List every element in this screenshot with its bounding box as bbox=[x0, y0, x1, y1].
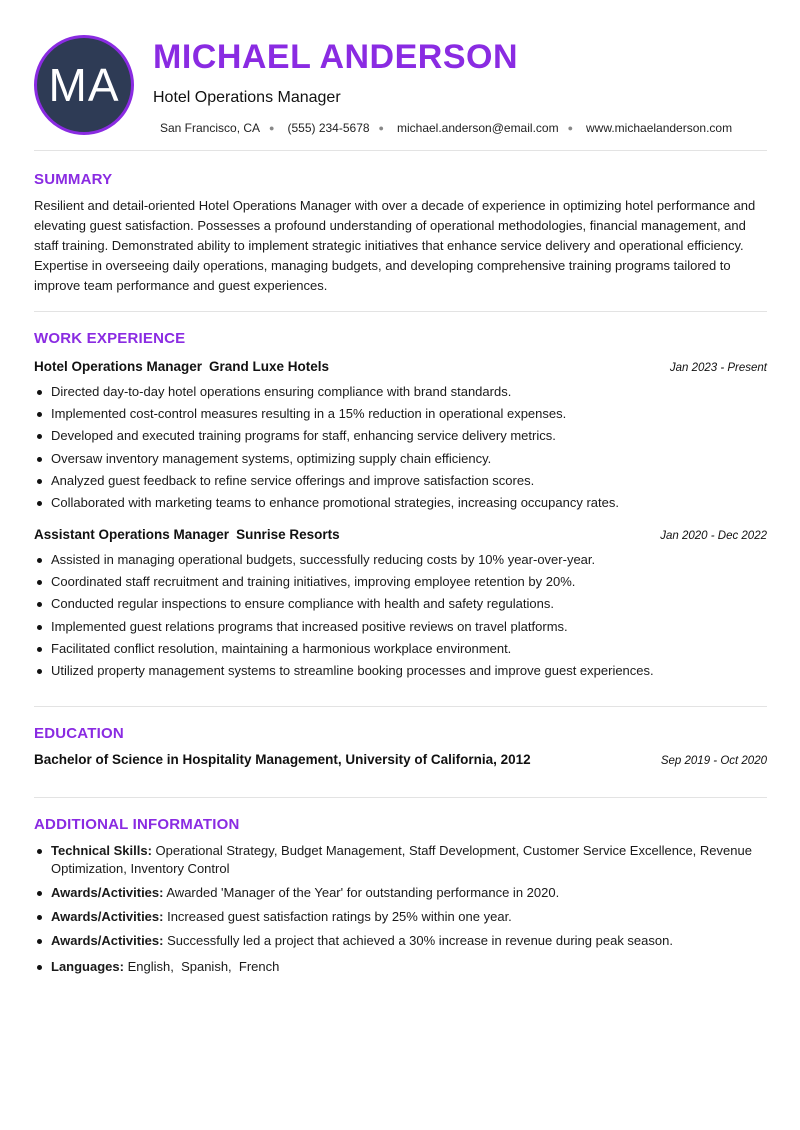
list-item: Utilized property management systems to streamline booking processes and improve guest experiences. bbox=[34, 662, 770, 680]
list-item: Directed day-to-day hotel operations ensuring compliance with brand standards. bbox=[34, 383, 770, 401]
list-item bbox=[34, 908, 770, 926]
job-dates: Jan 2023 - Present bbox=[669, 362, 767, 374]
experience-heading: WORK EXPERIENCE bbox=[34, 330, 186, 347]
divider bbox=[34, 150, 767, 151]
education-entry bbox=[34, 752, 767, 767]
separator-dot-icon: ● bbox=[378, 123, 384, 133]
contact-website: www.michaelanderson.com bbox=[586, 121, 733, 135]
item-label: Languages: bbox=[51, 959, 124, 974]
avatar-initials: MA bbox=[48, 59, 120, 111]
job-company: Sunrise Resorts bbox=[236, 527, 340, 542]
candidate-name: MICHAEL ANDERSON bbox=[153, 38, 519, 76]
additional-list bbox=[34, 842, 770, 982]
list-item bbox=[34, 884, 770, 902]
separator-dot-icon: ● bbox=[567, 123, 574, 133]
job-header bbox=[34, 527, 767, 542]
list-item: Oversaw inventory management systems, optimizing supply chain efficiency. bbox=[34, 450, 770, 468]
summary-heading: SUMMARY bbox=[34, 171, 113, 188]
additional-heading: ADDITIONAL INFORMATION bbox=[34, 816, 240, 833]
divider bbox=[34, 706, 767, 707]
list-item bbox=[34, 842, 770, 878]
item-text: English, Spanish, French bbox=[127, 959, 280, 974]
item-text: Operational Strategy, Budget Management, Staff Development, Customer Service Excellence, Revenue Optimization, Inventory Control bbox=[51, 843, 752, 876]
list-item: Collaborated with marketing teams to enhance promotional strategies, increasing occupancy rates. bbox=[34, 494, 770, 512]
list-item: Implemented guest relations programs that increased positive reviews on travel platforms. bbox=[34, 618, 770, 636]
job-dates: Jan 2020 - Dec 2022 bbox=[660, 530, 767, 542]
divider bbox=[34, 311, 767, 312]
item-text: Successfully led a project that achieved a 30% increase in revenue during peak season. bbox=[167, 933, 673, 948]
list-item: Conducted regular inspections to ensure compliance with health and safety regulations. bbox=[34, 595, 770, 613]
avatar bbox=[34, 35, 134, 135]
list-item: Assisted in managing operational budgets, successfully reducing costs by 10% year-over-year. bbox=[34, 551, 770, 569]
list-item: Analyzed guest feedback to refine service offerings and improve satisfaction scores. bbox=[34, 472, 770, 490]
job-role: Hotel Operations Manager bbox=[34, 359, 203, 374]
item-text: Increased guest satisfaction ratings by 25% within one year. bbox=[167, 909, 512, 924]
item-label: Awards/Activities: bbox=[51, 885, 164, 900]
list-item: Developed and executed training programs for staff, enhancing service delivery metrics. bbox=[34, 427, 770, 445]
item-text: Awarded 'Manager of the Year' for outstanding performance in 2020. bbox=[166, 885, 560, 900]
job-title-line bbox=[34, 359, 329, 374]
contact-phone: (555) 234-5678 bbox=[287, 121, 370, 135]
item-label: Awards/Activities: bbox=[51, 933, 164, 948]
job-role: Assistant Operations Manager bbox=[34, 527, 230, 542]
education-degree: Bachelor of Science in Hospitality Management, University of California, 2012 bbox=[34, 752, 531, 767]
summary-text: Resilient and detail-oriented Hotel Operations Manager with over a decade of experience in optimizing hotel performance and elevating guest satisfaction. Possesses a profound understanding of operational methodologies, financial management, and staff training. Demonstrated ability to implement strategic initiatives that enhance service delivery and operational efficiency. Expertise in overseeing daily operations, managing budgets, and developing comprehensive training programs tailored to improve team performance and guest experiences. bbox=[34, 198, 756, 293]
item-label: Awards/Activities: bbox=[51, 909, 164, 924]
job-bullets bbox=[34, 383, 770, 516]
job-title-line bbox=[34, 527, 340, 542]
list-item: Coordinated staff recruitment and training initiatives, improving employee retention by 20%. bbox=[34, 573, 770, 591]
list-item: Implemented cost-control measures resulting in a 15% reduction in operational expenses. bbox=[34, 405, 770, 423]
job-company: Grand Luxe Hotels bbox=[209, 359, 330, 374]
list-item bbox=[34, 958, 770, 976]
job-bullets bbox=[34, 551, 770, 684]
item-label: Technical Skills: bbox=[51, 843, 152, 858]
list-item: Facilitated conflict resolution, maintaining a harmonious workplace environment. bbox=[34, 640, 770, 658]
contact-bar bbox=[160, 121, 732, 135]
candidate-title: Hotel Operations Manager bbox=[153, 89, 341, 106]
contact-location: San Francisco, CA bbox=[160, 121, 261, 135]
education-heading: EDUCATION bbox=[34, 725, 124, 742]
divider bbox=[34, 797, 767, 798]
job-header bbox=[34, 359, 767, 374]
education-dates: Sep 2019 - Oct 2020 bbox=[660, 755, 767, 767]
list-item bbox=[34, 932, 770, 950]
separator-dot-icon: ● bbox=[269, 123, 275, 133]
contact-email: michael.anderson@email.com bbox=[396, 121, 559, 135]
